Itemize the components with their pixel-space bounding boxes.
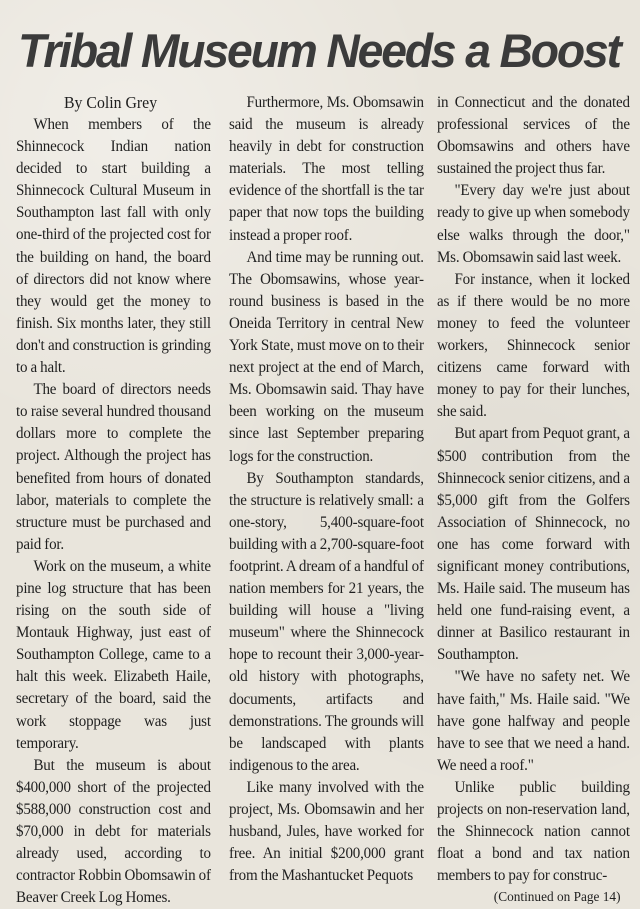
paragraph: By Southampton standards, the structure is relatively small: a one-story, 5,400-square-foot building with a 2,700-square-foot footprint. A dream of a handful of nation members for 21 years, the building will house a "living museum" where the Shinnecock hope to recount their 3,000-year-old history with photographs, documents, artifacts and demonstrations. The grounds will be landscaped with plants indigenous to the area. [229, 469, 424, 774]
paragraph: When members of the Shinnecock Indian nation decided to start building a Shinnecock Cultural Museum in Southampton last fall with only one-third of the projected cost for the building on hand, the board of directors did not know where they would get the money to finish. Six months later, they still don't and construction is grinding to a halt. [16, 116, 211, 377]
paragraph: The board of directors needs to raise several hundred thousand dollars more to complete the project. Although the project has benefited from hours of donated labor, materials to complete the structure must be purchased and paid for. [16, 381, 211, 553]
byline: By Colin Grey [64, 93, 158, 112]
article-columns [16, 92, 630, 907]
paragraph: And time may be running out. The Obomsawins, whose year-round business is based in the Oneida Territory in central New York State, must move on to their next project at the end of March, Ms. Obomsawin said. Thay have been working on the museum since last September preparing logs for the construction. [229, 248, 424, 465]
paragraph: in Connecticut and the donated professional services of the Obomsawins and others have sustained the project thus far. [437, 94, 630, 178]
paragraph: But apart from Pequot grant, a $500 contribution from the Shinnecock senior citizens, and a $5,000 gift from the Golfers Association of Shinnecock, no one has come forward with significant money contributions, Ms. Haile said. The museum has held one fund-raising event, a dinner at Basilico restaurant in Southampton. [437, 425, 630, 664]
article-column-1 [16, 92, 211, 907]
paragraph: Work on the museum, a white pine log structure that has been rising on the south side of Montauk Highway, just east of Southampton College, came to a halt this week. Elizabeth Haile, secretary of the board, said the work stoppage was just temporary. [16, 557, 211, 752]
paragraph: Furthermore, Ms. Obomsawin said the museum is already heavily in debt for construction materials. The most telling evidence of the shortfall is the tar paper that now tops the building instead a proper roof. [229, 94, 424, 244]
paragraph: "We have no safety net. We have faith," Ms. Haile said. "We have gone halfway and people have to see that we need a hand. We need a roof." [437, 668, 630, 774]
article-column-2 [229, 92, 424, 885]
headline: Tribal Museum Needs a Boost [18, 24, 620, 77]
continued-note: (Continued on Page 14) [493, 890, 621, 906]
article-column-3 [437, 92, 630, 906]
paragraph: For instance, when it locked as if there would be no more money to feed the volunteer workers, Shinnecock senior citizens came forward with money to pay for their lunches, she said. [437, 270, 630, 421]
paragraph: But the museum is about $400,000 short of the projected $588,000 construction cost and $70,000 in debt for materials already used, according to contractor Robbin Obomsawin of Beaver Creek Log Homes. [16, 756, 211, 907]
paragraph: "Every day we're just about ready to give up when somebody else walks through the door," Ms. Obomsawin said last week. [437, 182, 630, 266]
paragraph: Unlike public building projects on non-reservation land, the Shinnecock nation cannot float a bond and tax nation members to pay for construc- [437, 778, 630, 885]
paragraph: Like many involved with the project, Ms. Obomsawin and her husband, Jules, have worked for free. An initial $200,000 grant from the Mashantucket Pequots [229, 778, 424, 885]
